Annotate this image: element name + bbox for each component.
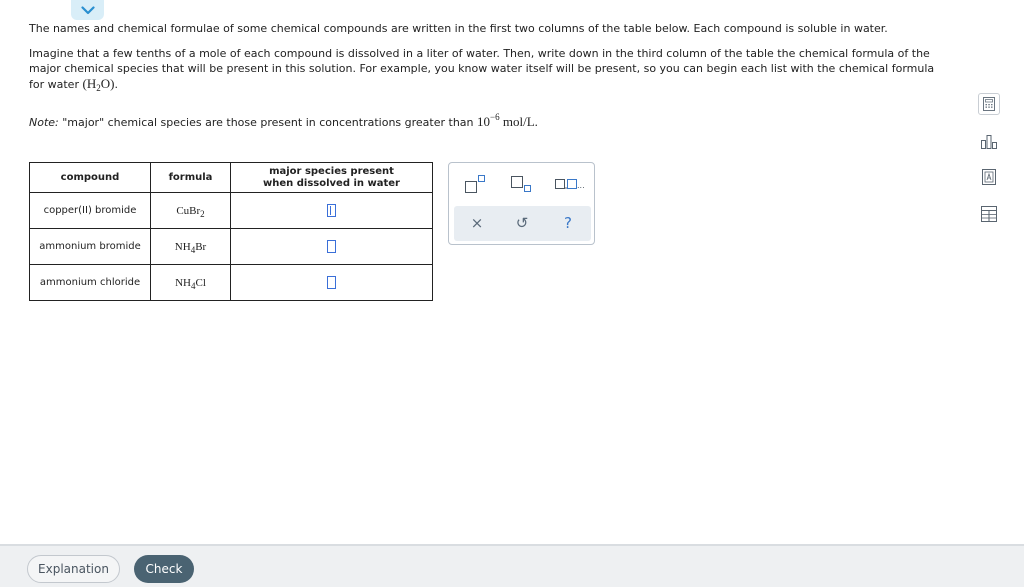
concentration-threshold: $10^{-6}$ mol/L. [477,112,538,129]
water-formula: $(H_2O)$ [82,76,115,93]
data-table-button[interactable] [978,203,1000,225]
table-header-row [30,163,433,193]
chart-button[interactable] [978,131,1000,153]
answer-cell[interactable] [231,229,433,265]
superscript-button[interactable] [463,173,487,199]
compound-formula: $NH_4Br$ [151,229,231,265]
table-row [30,265,433,301]
calculator-button[interactable] [978,93,1000,115]
close-icon: × [470,214,484,232]
toolbox-format-row [449,171,594,195]
answer-input[interactable] [327,204,336,217]
periodic-table-button[interactable] [978,166,1000,188]
chevron-down-icon [81,6,95,15]
subscript-icon [509,173,533,195]
clear-button[interactable] [465,213,489,233]
note-label: Note: [29,116,59,129]
answer-cell[interactable] [231,193,433,229]
header-compound: compound [30,163,151,193]
list-ellipsis: ... [577,181,585,190]
answer-input[interactable] [327,240,336,253]
compound-formula: CuBr$_2$ [151,193,231,229]
undo-icon: ↺ [515,214,529,232]
intro-text: The names and chemical formulae of some chemical compounds are written in the first two columns of the table below. Each compound is soluble in water. [29,22,888,35]
periodic-table-icon [981,168,997,186]
superscript-icon [463,173,487,195]
table-row [30,229,433,265]
help-icon: ? [564,214,572,232]
data-table-icon [980,205,998,223]
note-text: "major" chemical species are those present in concentrations greater than [62,116,474,129]
formula-toolbox [448,162,595,245]
help-button[interactable] [556,213,580,233]
note [29,114,538,130]
answer-input[interactable] [327,276,336,289]
header-formula: formula [151,163,231,193]
list-icon [553,173,587,195]
collapse-toggle[interactable] [71,0,104,20]
bar-chart-icon [980,134,998,150]
subscript-button[interactable] [509,173,533,199]
compound-name: copper(II) bromide [30,193,151,229]
instructions: Imagine that a few tenths of a mole of each compound is dissolved in a liter of water. Then, write down in the third column of the table the chemical formula of the major chemical species that will be present in this solution. For example, you know water itself will be present, so you can begin each list with the chemical formula for water $(H_2O)$. [29,47,935,93]
check-button[interactable]: Check [134,555,194,583]
compound-name: ammonium bromide [30,229,151,265]
table-row [30,193,433,229]
calculator-icon [982,96,996,112]
footer-bar [0,544,1024,587]
compound-table [29,162,433,301]
species-list-button[interactable] [553,173,587,199]
compound-formula: $NH_4Cl$ [151,265,231,301]
answer-cell[interactable] [231,265,433,301]
explanation-button[interactable]: Explanation [27,555,120,583]
instructions-text: Imagine that a few tenths of a mole of each compound is dissolved in a liter of water. Then, write down in the third column of the table the chemical formula of the major chemical species that will be present in this solution. For example, you know water itself will be present, so you can begin each list with the chemical formula for water [29,47,935,91]
undo-button[interactable] [510,213,534,233]
toolbox-action-row [454,206,591,241]
header-major-species: major species present when dissolved in water [231,163,433,193]
compound-name: ammonium chloride [30,265,151,301]
